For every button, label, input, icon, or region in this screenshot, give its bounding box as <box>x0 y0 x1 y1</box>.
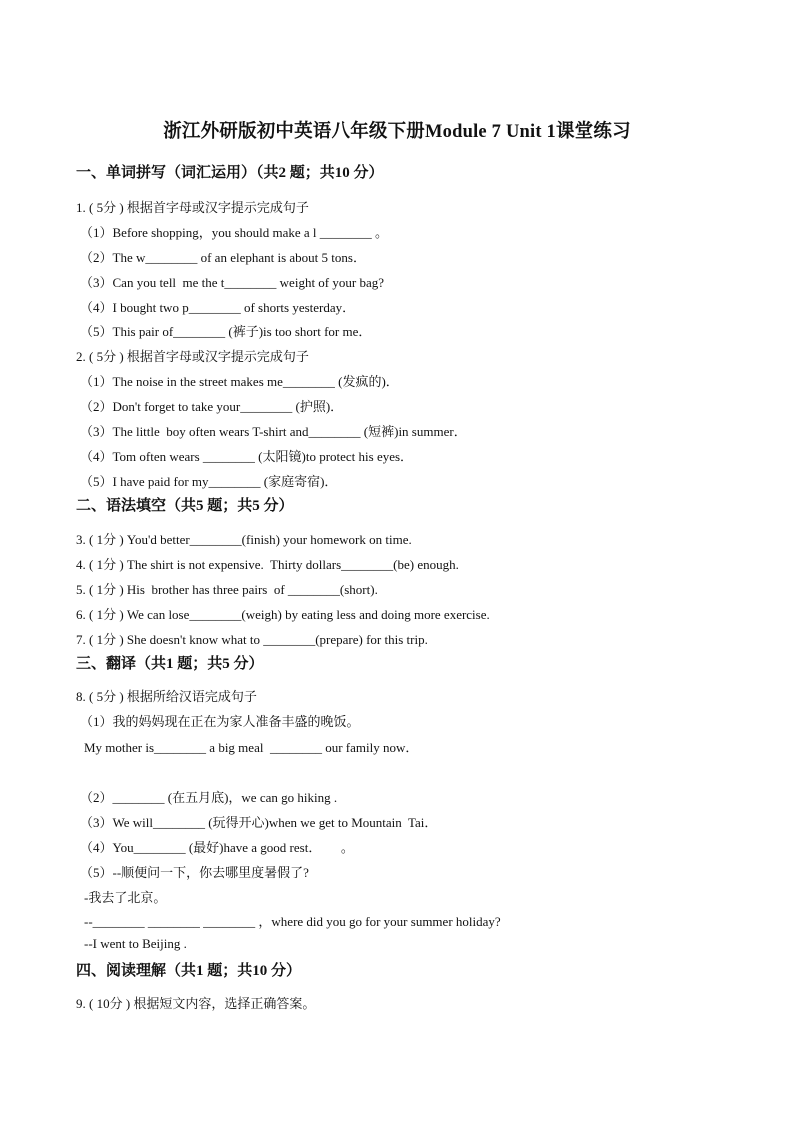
question-8-part-4: （4）You________ (最好)have a good rest． 。 <box>80 840 354 855</box>
question-9-stem: 9. ( 10分 ) 根据短文内容，选择正确答案。 <box>76 996 316 1011</box>
question-8-part-5-chinese-answer: -我去了北京。 <box>84 890 167 905</box>
question-3: 3. ( 1分 ) You'd better________(finish) your homework on time. <box>76 532 412 547</box>
section-2-heading: 二、语法填空（共5 题；共5 分） <box>76 498 294 514</box>
question-8-part-5-english: --________ ________ ________ ，where did you go for your summer holiday? <box>84 914 501 929</box>
question-2-item-5: （5）I have paid for my________ (家庭寄宿)． <box>80 474 338 489</box>
question-1-stem: 1. ( 5分 ) 根据首字母或汉字提示完成句子 <box>76 200 309 215</box>
question-1-item-4: （4）I bought two p________ of shorts yesterday． <box>80 300 356 315</box>
question-8-part-5-chinese: （5）--顺便问一下，你去哪里度暑假了? <box>80 865 309 880</box>
question-2-item-3: （3）The little boy often wears T-shirt and________ (短裤)in summer． <box>80 424 467 439</box>
question-1-item-5: （5）This pair of________ (裤子)is too short for me． <box>80 324 372 339</box>
question-8-stem: 8. ( 5分 ) 根据所给汉语完成句子 <box>76 689 257 704</box>
page-title: 浙江外研版初中英语八年级下册Module 7 Unit 1课堂练习 <box>163 122 631 142</box>
question-5: 5. ( 1分 ) His brother has three pairs of ________(short). <box>76 582 378 597</box>
question-4: 4. ( 1分 ) The shirt is not expensive. Thirty dollars________(be) enough. <box>76 557 459 572</box>
section-3-heading: 三、翻译（共1 题；共5 分） <box>76 656 264 672</box>
question-8-part-1-english: My mother is________ a big meal ________ our family now． <box>84 740 419 755</box>
question-7: 7. ( 1分 ) She doesn't know what to ________(prepare) for this trip. <box>76 632 428 647</box>
question-1-item-2: （2）The w________ of an elephant is about 5 tons． <box>80 250 366 265</box>
question-1-item-1: （1）Before shopping，you should make a l ________ 。 <box>80 225 388 240</box>
question-6: 6. ( 1分 ) We can lose________(weigh) by eating less and doing more exercise. <box>76 607 490 622</box>
question-2-item-2: （2）Don't forget to take your________ (护照)． <box>80 399 344 414</box>
question-8-part-5-english-answer: --I went to Beijing . <box>84 936 187 951</box>
section-1-heading: 一、单词拼写（词汇运用）（共2 题；共10 分） <box>76 165 384 181</box>
question-2-stem: 2. ( 5分 ) 根据首字母或汉字提示完成句子 <box>76 349 309 364</box>
question-8-part-3: （3）We will________ (玩得开心)when we get to Mountain Tai． <box>80 815 438 830</box>
question-1-item-3: （3）Can you tell me the t________ weight of your bag? <box>80 275 385 290</box>
question-2-item-4: （4）Tom often wears ________ (太阳镜)to protect his eyes． <box>80 449 414 464</box>
question-8-part-2: （2）________ (在五月底)，we can go hiking . <box>80 790 338 805</box>
question-2-item-1: （1）The noise in the street makes me________ (发疯的)． <box>80 374 399 389</box>
section-4-heading: 四、阅读理解（共1 题；共10 分） <box>76 963 302 979</box>
question-8-part-1-chinese: （1）我的妈妈现在正在为家人准备丰盛的晚饭。 <box>80 714 360 729</box>
